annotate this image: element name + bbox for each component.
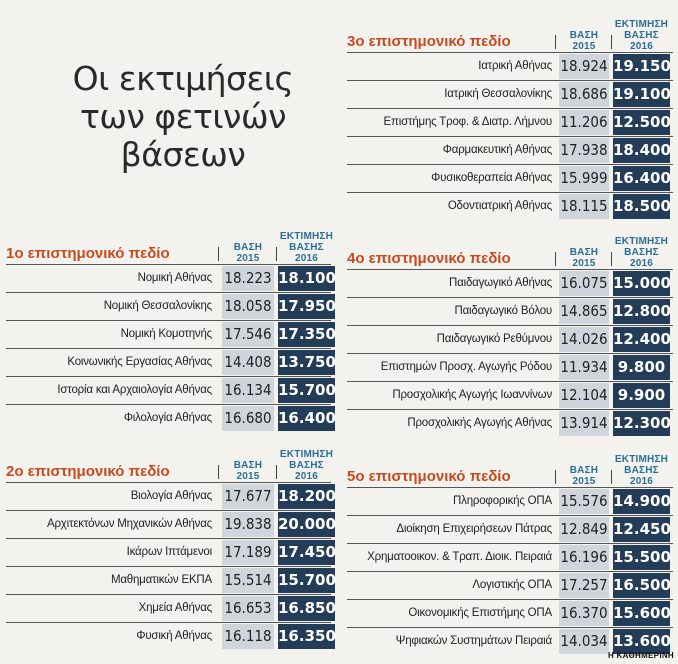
estimate-2016-value: 12.500 bbox=[613, 110, 670, 135]
panel-header bbox=[347, 441, 673, 487]
department-label: Προσχολικής Αγωγής Ιωαννίνων bbox=[392, 389, 552, 401]
estimate-column-header bbox=[613, 19, 670, 52]
publication-credit: Η ΚΑΘΗΜΕΡΙΝΗ bbox=[607, 651, 674, 660]
base-2015-value: 16.653 bbox=[222, 596, 274, 621]
department-label: Διοίκηση Επιχειρήσεων Πάτρας bbox=[396, 523, 552, 535]
department-label: Φυσικοθεραπεία Αθήνας bbox=[431, 172, 552, 184]
department-label: Νομική Κομοτηνής bbox=[120, 328, 212, 340]
base-2015-value: 16.196 bbox=[559, 545, 609, 570]
base-2015-value: 17.189 bbox=[222, 540, 274, 565]
estimate-column-header bbox=[278, 449, 335, 482]
header-line: 2015 bbox=[236, 253, 260, 264]
estimate-2016-value: 20.000 bbox=[278, 512, 335, 537]
header-line: ΒΑΣΗΣ bbox=[624, 30, 659, 41]
table-row bbox=[6, 377, 336, 405]
estimate-2016-value: 19.150 bbox=[613, 54, 670, 79]
department-label: Χημεία Αθήνας bbox=[138, 602, 212, 614]
panel-rows bbox=[6, 482, 336, 650]
header-line: 2016 bbox=[294, 471, 319, 482]
estimate-2016-value: 12.450 bbox=[613, 517, 670, 542]
table-row bbox=[6, 595, 336, 623]
base-column-header bbox=[559, 465, 609, 487]
department-label: Φαρμακευτική Αθήνας bbox=[442, 144, 552, 156]
header-line: ΒΑΣΗ bbox=[569, 465, 599, 476]
estimate-2016-value: 16.850 bbox=[278, 596, 335, 621]
estimate-2016-value: 9.800 bbox=[613, 355, 670, 380]
table-row bbox=[347, 516, 673, 544]
estimate-2016-value: 12.400 bbox=[613, 327, 670, 352]
base-2015-value: 18.924 bbox=[559, 54, 609, 79]
department-label: Επιστημών Προσχ. Αγωγής Ρόδου bbox=[380, 361, 552, 373]
base-2015-value: 15.576 bbox=[559, 489, 609, 514]
table-row bbox=[6, 405, 336, 432]
base-2015-value: 16.370 bbox=[559, 601, 609, 626]
header-line: ΒΑΣΗΣ bbox=[289, 242, 324, 253]
department-label: Οδοντιατρική Αθήνας bbox=[447, 200, 552, 212]
table-row bbox=[347, 572, 673, 600]
base-2015-value: 19.838 bbox=[222, 512, 274, 537]
base-column-header bbox=[559, 30, 609, 52]
estimate-2016-value: 13.600 bbox=[613, 629, 670, 654]
table-row bbox=[6, 265, 336, 293]
table-row bbox=[347, 81, 673, 109]
panel-header bbox=[347, 6, 673, 52]
header-line: 2015 bbox=[572, 258, 596, 269]
department-label: Ιστορία και Αρχαιολογία Αθήνας bbox=[57, 384, 212, 396]
estimate-2016-value: 19.100 bbox=[613, 82, 670, 107]
base-2015-value: 18.686 bbox=[559, 82, 609, 107]
department-label: Κοινωνικής Εργασίας Αθήνας bbox=[67, 356, 212, 368]
estimate-2016-value: 17.350 bbox=[278, 322, 335, 347]
header-line: ΒΑΣΗΣ bbox=[624, 247, 659, 258]
field-panel bbox=[6, 436, 336, 650]
department-label: Παιδαγωγικό Ρεθύμνου bbox=[436, 333, 552, 345]
base-2015-value: 16.134 bbox=[222, 378, 274, 403]
department-label: Χρηματοοικον. & Τραπ. Διοικ. Πειραιά bbox=[367, 551, 552, 563]
estimate-2016-value: 16.400 bbox=[613, 166, 670, 191]
estimate-2016-value: 15.000 bbox=[613, 271, 670, 296]
panel-title: 4ο επιστημονικό πεδίο bbox=[347, 250, 511, 267]
base-column-header bbox=[559, 247, 609, 269]
main-title bbox=[58, 60, 308, 174]
header-divider bbox=[218, 247, 219, 261]
panel-rows bbox=[347, 52, 673, 220]
department-label: Προσχολικής Αγωγής Αθήνας bbox=[407, 417, 552, 429]
base-2015-value: 17.677 bbox=[222, 484, 274, 509]
estimate-2016-value: 12.300 bbox=[613, 411, 670, 436]
estimate-column-header bbox=[613, 454, 670, 487]
header-divider bbox=[611, 470, 612, 484]
base-2015-value: 16.680 bbox=[222, 406, 274, 431]
panel-rows bbox=[6, 264, 336, 432]
base-2015-value: 17.257 bbox=[559, 573, 609, 598]
table-row bbox=[6, 321, 336, 349]
header-divider bbox=[611, 35, 612, 49]
base-2015-value: 16.075 bbox=[559, 271, 609, 296]
estimate-column-header bbox=[278, 231, 335, 264]
estimate-2016-value: 15.700 bbox=[278, 378, 335, 403]
base-2015-value: 14.408 bbox=[222, 350, 274, 375]
table-row bbox=[347, 165, 673, 193]
header-line: 2016 bbox=[629, 476, 654, 487]
base-2015-value: 18.115 bbox=[559, 194, 609, 219]
base-2015-value: 17.546 bbox=[222, 322, 274, 347]
header-line: ΒΑΣΗ bbox=[569, 30, 599, 41]
table-row bbox=[347, 382, 673, 410]
estimate-2016-value: 14.900 bbox=[613, 489, 670, 514]
table-row bbox=[347, 544, 673, 572]
panel-header bbox=[6, 436, 334, 482]
department-label: Αρχιτεκτόνων Μηχανικών Αθήνας bbox=[47, 518, 212, 530]
estimate-2016-value: 18.100 bbox=[278, 266, 335, 291]
base-2015-value: 15.999 bbox=[559, 166, 609, 191]
header-line: 2015 bbox=[236, 471, 260, 482]
panel-header bbox=[347, 223, 673, 269]
table-row bbox=[347, 354, 673, 382]
base-column-header bbox=[222, 460, 274, 482]
header-divider bbox=[276, 247, 277, 261]
table-row bbox=[347, 326, 673, 354]
estimate-2016-value: 18.500 bbox=[613, 194, 670, 219]
header-line: 2015 bbox=[572, 41, 596, 52]
department-label: Πληροφορικής ΟΠΑ bbox=[453, 495, 552, 507]
department-label: Ιατρική Θεσσαλονίκης bbox=[444, 88, 552, 100]
table-row bbox=[6, 349, 336, 377]
header-divider bbox=[555, 35, 556, 49]
estimate-2016-value: 15.600 bbox=[613, 601, 670, 626]
header-line: ΕΚΤΙΜΗΣΗ bbox=[614, 19, 669, 30]
department-label: Επιστήμης Τροφ. & Διατρ. Λήμνου bbox=[383, 116, 552, 128]
base-2015-value: 11.206 bbox=[559, 110, 609, 135]
title-line: των φετινών bbox=[79, 97, 287, 136]
base-column-header bbox=[222, 242, 274, 264]
table-row bbox=[6, 293, 336, 321]
estimate-2016-value: 16.400 bbox=[278, 406, 335, 431]
field-panel bbox=[347, 223, 673, 437]
estimate-2016-value: 16.350 bbox=[278, 624, 335, 649]
estimate-2016-value: 17.950 bbox=[278, 294, 335, 319]
table-row bbox=[347, 109, 673, 137]
header-line: 2016 bbox=[629, 258, 654, 269]
department-label: Παιδαγωγικό Αθήνας bbox=[449, 277, 552, 289]
department-label: Παιδαγωγικό Βόλου bbox=[454, 305, 552, 317]
table-row bbox=[347, 270, 673, 298]
estimate-2016-value: 18.400 bbox=[613, 138, 670, 163]
table-row bbox=[347, 410, 673, 437]
title-line: Οι εκτιμήσεις bbox=[72, 59, 294, 98]
department-label: Ιατρική Αθήνας bbox=[478, 60, 552, 72]
base-2015-value: 13.914 bbox=[559, 411, 609, 436]
base-2015-value: 14.034 bbox=[559, 629, 609, 654]
panel-title: 2ο επιστημονικό πεδίο bbox=[6, 463, 170, 480]
department-label: Μαθηματικών ΕΚΠΑ bbox=[110, 574, 212, 586]
base-2015-value: 16.118 bbox=[222, 624, 274, 649]
department-label: Νομική Θεσσαλονίκης bbox=[103, 300, 212, 312]
estimate-2016-value: 17.450 bbox=[278, 540, 335, 565]
header-divider bbox=[555, 470, 556, 484]
table-row bbox=[6, 623, 336, 650]
table-row bbox=[6, 483, 336, 511]
base-2015-value: 12.104 bbox=[559, 383, 609, 408]
table-row bbox=[6, 511, 336, 539]
header-line: ΒΑΣΗ bbox=[569, 247, 599, 258]
base-2015-value: 14.026 bbox=[559, 327, 609, 352]
header-divider bbox=[611, 252, 612, 266]
header-line: ΕΚΤΙΜΗΣΗ bbox=[279, 449, 334, 460]
table-row bbox=[347, 488, 673, 516]
estimate-2016-value: 15.500 bbox=[613, 545, 670, 570]
field-panel bbox=[347, 6, 673, 220]
header-line: ΕΚΤΙΜΗΣΗ bbox=[614, 236, 669, 247]
base-2015-value: 15.514 bbox=[222, 568, 274, 593]
header-divider bbox=[555, 252, 556, 266]
header-line: ΕΚΤΙΜΗΣΗ bbox=[279, 231, 334, 242]
table-row bbox=[347, 193, 673, 220]
estimate-2016-value: 16.500 bbox=[613, 573, 670, 598]
field-panel bbox=[347, 441, 673, 655]
table-row bbox=[347, 600, 673, 628]
field-panel bbox=[6, 218, 336, 432]
header-line: ΒΑΣΗ bbox=[233, 242, 263, 253]
base-2015-value: 12.849 bbox=[559, 517, 609, 542]
base-2015-value: 17.938 bbox=[559, 138, 609, 163]
department-label: Λογιστικής ΟΠΑ bbox=[472, 579, 552, 591]
header-line: ΒΑΣΗΣ bbox=[289, 460, 324, 471]
panel-header bbox=[6, 218, 334, 264]
estimate-column-header bbox=[613, 236, 670, 269]
table-row bbox=[347, 53, 673, 81]
panel-title: 3ο επιστημονικό πεδίο bbox=[347, 33, 511, 50]
department-label: Οικονομικής Επιστήμης ΟΠΑ bbox=[408, 607, 552, 619]
estimate-2016-value: 12.800 bbox=[613, 299, 670, 324]
estimate-2016-value: 15.700 bbox=[278, 568, 335, 593]
department-label: Νομική Αθήνας bbox=[137, 272, 212, 284]
base-2015-value: 18.223 bbox=[222, 266, 274, 291]
table-row bbox=[6, 567, 336, 595]
panel-title: 1ο επιστημονικό πεδίο bbox=[6, 245, 170, 262]
title-line: βάσεων bbox=[120, 135, 246, 174]
table-row bbox=[347, 137, 673, 165]
header-divider bbox=[218, 465, 219, 479]
header-line: ΒΑΣΗ bbox=[233, 460, 263, 471]
panel-title: 5ο επιστημονικό πεδίο bbox=[347, 468, 511, 485]
header-line: 2015 bbox=[572, 476, 596, 487]
estimate-2016-value: 9.900 bbox=[613, 383, 670, 408]
department-label: Φιλολογία Αθήνας bbox=[123, 412, 212, 424]
base-2015-value: 18.058 bbox=[222, 294, 274, 319]
header-line: ΕΚΤΙΜΗΣΗ bbox=[614, 454, 669, 465]
table-row bbox=[347, 298, 673, 326]
base-2015-value: 14.865 bbox=[559, 299, 609, 324]
department-label: Ικάρων Ιπτάμενοι bbox=[126, 546, 212, 558]
header-divider bbox=[276, 465, 277, 479]
table-row bbox=[6, 539, 336, 567]
base-2015-value: 11.934 bbox=[559, 355, 609, 380]
estimate-2016-value: 18.200 bbox=[278, 484, 335, 509]
estimate-2016-value: 13.750 bbox=[278, 350, 335, 375]
header-line: 2016 bbox=[294, 253, 319, 264]
department-label: Ψηφιακών Συστημάτων Πειραιά bbox=[395, 635, 552, 647]
department-label: Φυσική Αθήνας bbox=[136, 630, 212, 642]
department-label: Βιολογία Αθήνας bbox=[130, 490, 212, 502]
header-line: 2016 bbox=[629, 41, 654, 52]
panel-rows bbox=[347, 269, 673, 437]
header-line: ΒΑΣΗΣ bbox=[624, 465, 659, 476]
panel-rows bbox=[347, 487, 673, 655]
